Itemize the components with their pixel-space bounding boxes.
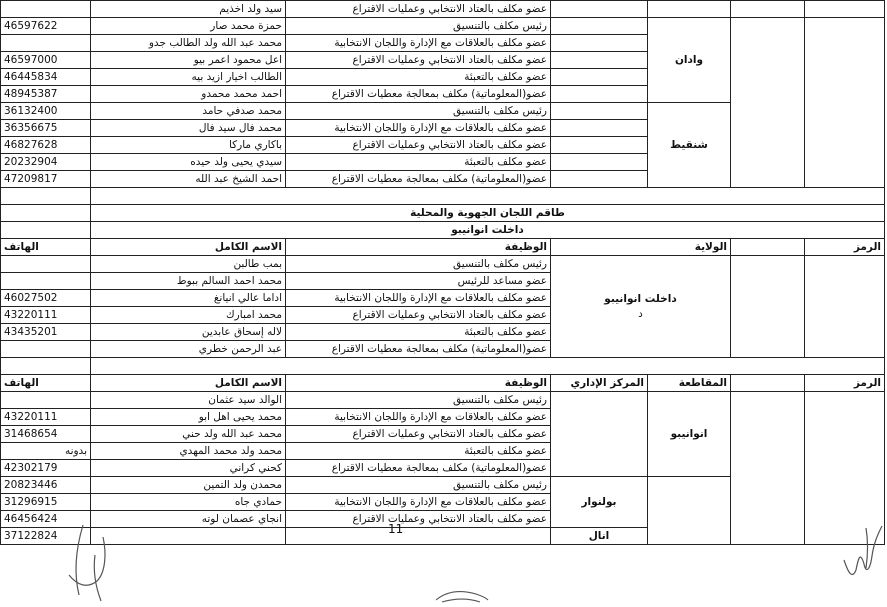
- role-cell: عضو مساعد للرئيس: [286, 273, 551, 290]
- phone-cell: 46456424: [1, 511, 91, 528]
- name-cell: حمادي جاه: [91, 494, 286, 511]
- role-cell: عضو(المعلوماتية) مكلف بمعالجة معطيات الاقتراع: [286, 460, 551, 477]
- moughataa-nouadhibou: انوانيبو: [648, 392, 731, 477]
- header-code: الرمز: [805, 239, 885, 256]
- role-cell: عضو مكلف بالتعبئة: [286, 69, 551, 86]
- header-name: الاسم الكامل: [91, 375, 286, 392]
- role-cell: عضو مكلف بالتعبئة: [286, 443, 551, 460]
- role-cell: عضو مكلف بالعتاد الانتخابي وعمليات الاقتراع: [286, 511, 551, 528]
- phone-cell: 43435201: [1, 324, 91, 341]
- header-code: الرمز: [805, 375, 885, 392]
- header-center: المركز الإداري: [551, 375, 648, 392]
- role-cell: عضو مكلف بالعلاقات مع الإدارة واللجان الانتخابية: [286, 290, 551, 307]
- name-cell: احمد محمد محمدو: [91, 86, 286, 103]
- phone-cell: 46027502: [1, 290, 91, 307]
- name-cell: محمد يحيى اهل ابو: [91, 409, 286, 426]
- header-wilaya: الولاية: [551, 239, 731, 256]
- header-name: الاسم الكامل: [91, 239, 286, 256]
- phone-cell: [1, 341, 91, 358]
- role-cell: عضو مكلف بالعلاقات مع الإدارة واللجان الانتخابية: [286, 494, 551, 511]
- phone-cell: [1, 273, 91, 290]
- name-cell: انجاي عصمان لوته: [91, 511, 286, 528]
- section-title: طاقم اللجان الجهوية والمحلية: [91, 205, 885, 222]
- center-inal: انال: [551, 528, 648, 545]
- name-cell: لاله إسحاق عابدين: [91, 324, 286, 341]
- phone-cell: 46597000: [1, 52, 91, 69]
- phone-cell: 31296915: [1, 494, 91, 511]
- role-cell: عضو مكلف بالعلاقات مع الإدارة واللجان الانتخابية: [286, 409, 551, 426]
- role-cell: عضو مكلف بالعلاقات مع الإدارة واللجان الانتخابية: [286, 120, 551, 137]
- phone-cell: 47209817: [1, 171, 91, 188]
- name-cell: محمدن ولد التمين: [91, 477, 286, 494]
- phone-cell: 42302179: [1, 460, 91, 477]
- name-cell: كحني كراني: [91, 460, 286, 477]
- name-cell: محمد احمد السالم ببوط: [91, 273, 286, 290]
- table-row: [1, 392, 885, 409]
- role-cell: عضو مكلف بالتعبئة: [286, 324, 551, 341]
- role-cell: رئيس مكلف بالتنسيق: [286, 392, 551, 409]
- name-cell: عبد الرحمن خطري: [91, 341, 286, 358]
- name-cell: بمب طالبن: [91, 256, 286, 273]
- phone-cell: [1, 1, 91, 18]
- name-cell: اعل محمود اعمر بيو: [91, 52, 286, 69]
- header-phone: الهاتف: [1, 239, 91, 256]
- phone-cell: 20232904: [1, 154, 91, 171]
- phone-cell: [1, 392, 91, 409]
- phone-cell: [1, 256, 91, 273]
- header-row: [1, 375, 885, 392]
- name-cell: اداما عالي انيانغ: [91, 290, 286, 307]
- name-cell: احمد الشيخ عبد الله: [91, 171, 286, 188]
- center-boulenouar: بولنوار: [551, 477, 648, 528]
- name-cell: محمد ولد محمد المهدي: [91, 443, 286, 460]
- name-cell: محمد فال سيد فال: [91, 120, 286, 137]
- name-cell: حمزة محمد صار: [91, 18, 286, 35]
- role-cell: عضو مكلف بالعتاد الانتخابي وعمليات الاقتراع: [286, 1, 551, 18]
- role-cell: عضو مكلف بالعتاد الانتخابي وعمليات الاقتراع: [286, 307, 551, 324]
- phone-cell: 46445834: [1, 69, 91, 86]
- name-cell: محمد امبارك: [91, 307, 286, 324]
- role-cell: عضو(المعلوماتية) مكلف بمعالجة معطيات الاقتراع: [286, 171, 551, 188]
- phone-cell: 36132400: [1, 103, 91, 120]
- table-row: [1, 18, 885, 35]
- role-cell: رئيس مكلف بالتنسيق: [286, 18, 551, 35]
- phone-cell: [1, 35, 91, 52]
- name-cell: محمد عبد الله ولد حني: [91, 426, 286, 443]
- moughataa-chinguetti: شنقيط: [648, 103, 731, 188]
- role-cell: رئيس مكلف بالتنسيق: [286, 103, 551, 120]
- role-cell: [286, 528, 551, 545]
- header-role: الوظيفة: [286, 375, 551, 392]
- role-cell: عضو مكلف بالعتاد الانتخابي وعمليات الاقتراع: [286, 426, 551, 443]
- phone-cell: 46597622: [1, 18, 91, 35]
- name-cell: محمد صدفي حامد: [91, 103, 286, 120]
- role-cell: عضو مكلف بالتعبئة: [286, 154, 551, 171]
- moughataa-wadan: وادان: [648, 18, 731, 103]
- name-cell: سيدي يحيى ولد حيده: [91, 154, 286, 171]
- table-row: [1, 1, 885, 18]
- phone-cell: 48945387: [1, 86, 91, 103]
- phone-cell: بدونه: [1, 443, 91, 460]
- header-moughataa: المقاطعة: [648, 375, 731, 392]
- role-cell: رئيس مكلف بالتنسيق: [286, 477, 551, 494]
- role-cell: عضو(المعلوماتية) مكلف بمعالجة معطيات الاقتراع: [286, 86, 551, 103]
- name-cell: الطالب اخيار ازيد بيه: [91, 69, 286, 86]
- phone-cell: 43220111: [1, 307, 91, 324]
- header-phone: الهاتف: [1, 375, 91, 392]
- header-row: [1, 239, 885, 256]
- phone-cell: 36356675: [1, 120, 91, 137]
- name-cell: باكاري ماركا: [91, 137, 286, 154]
- signature-right: [838, 520, 886, 590]
- wilaya-dakhlet: داخلت انوانيبو د: [551, 256, 731, 358]
- page-number: 11: [388, 522, 404, 536]
- phone-cell: 46827628: [1, 137, 91, 154]
- phone-cell: 37122824: [1, 528, 91, 545]
- section-subtitle: داخلت انوانيبو: [91, 222, 885, 239]
- signature-left: [55, 515, 125, 607]
- role-cell: عضو مكلف بالعتاد الانتخابي وعمليات الاقتراع: [286, 52, 551, 69]
- signature-bottom: [432, 586, 492, 606]
- header-role: الوظيفة: [286, 239, 551, 256]
- phone-cell: 20823446: [1, 477, 91, 494]
- role-cell: رئيس مكلف بالتنسيق: [286, 256, 551, 273]
- phone-cell: 43220111: [1, 409, 91, 426]
- name-cell: الوالد سيد عثمان: [91, 392, 286, 409]
- table-row: [1, 256, 885, 273]
- name-cell: سيد ولد اخذيم: [91, 1, 286, 18]
- role-cell: عضو(المعلوماتية) مكلف بمعالجة معطيات الاقتراع: [286, 341, 551, 358]
- name-cell: محمد عبد الله ولد الطالب جدو: [91, 35, 286, 52]
- role-cell: عضو مكلف بالعتاد الانتخابي وعمليات الاقتراع: [286, 137, 551, 154]
- role-cell: عضو مكلف بالعلاقات مع الإدارة واللجان الانتخابية: [286, 35, 551, 52]
- phone-cell: 31468654: [1, 426, 91, 443]
